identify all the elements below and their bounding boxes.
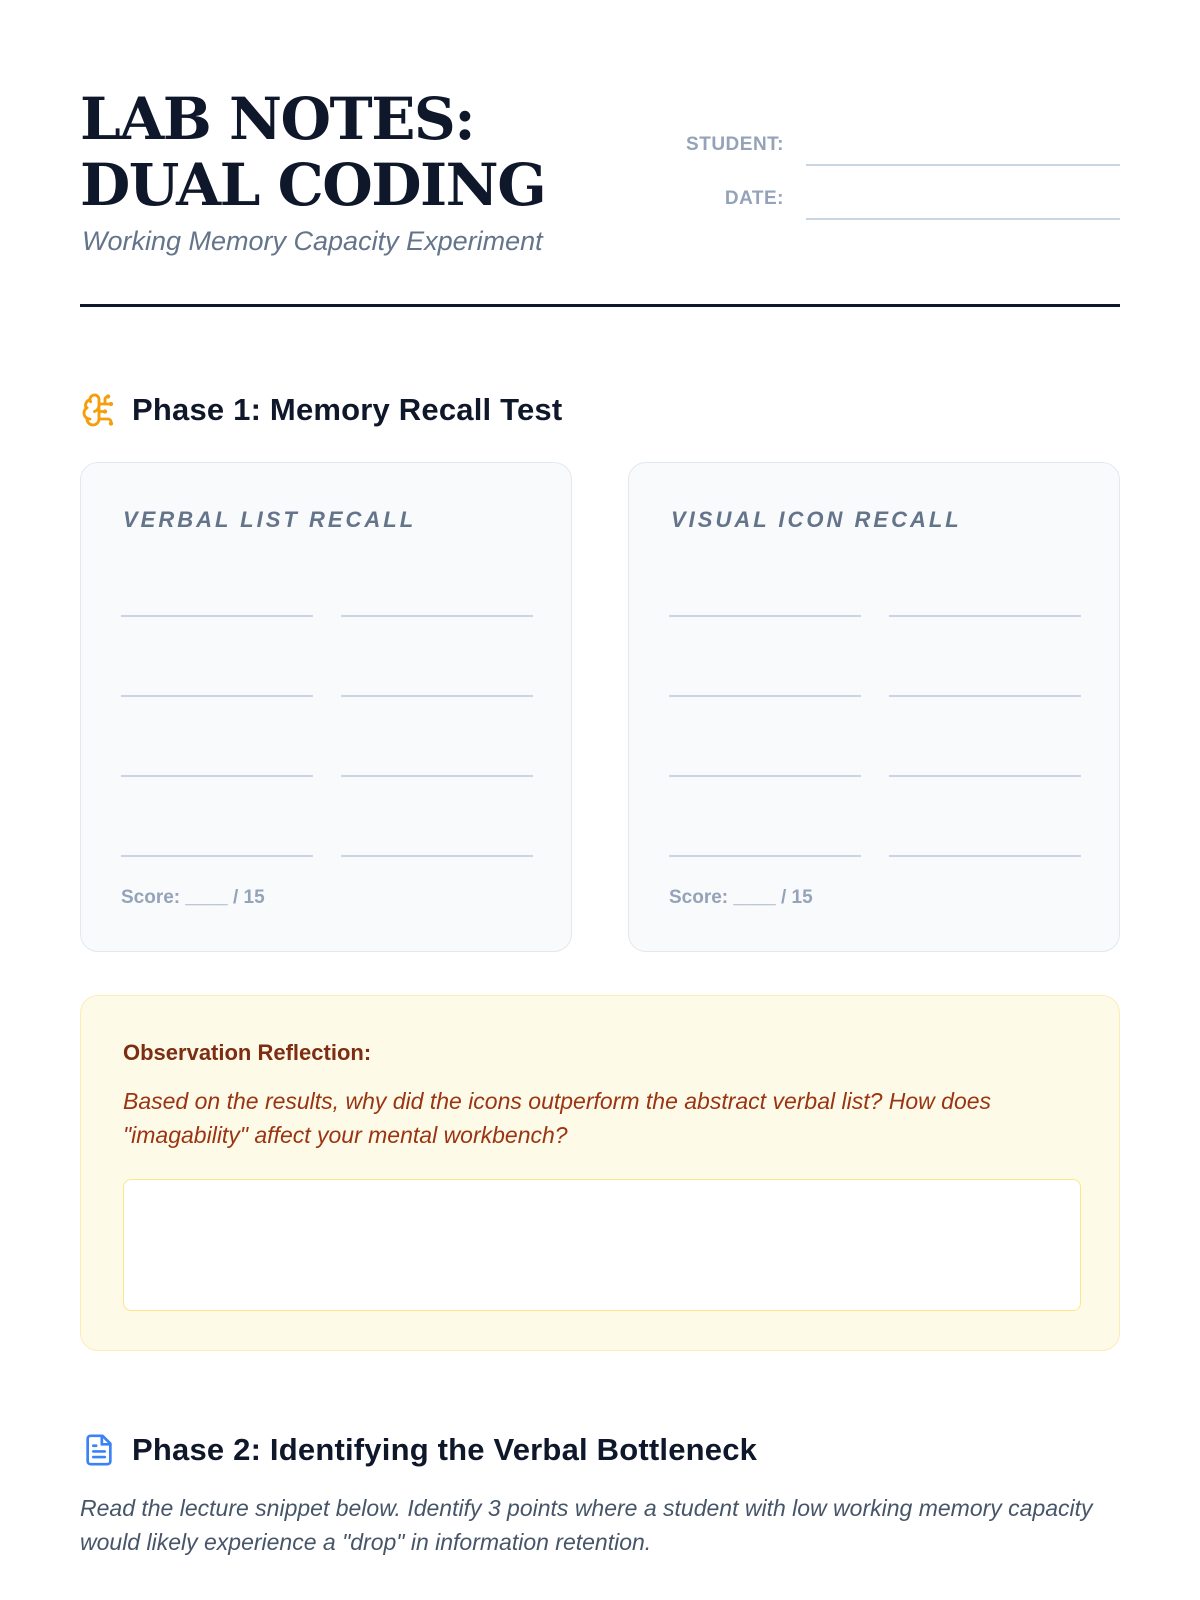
answer-line[interactable] xyxy=(341,615,533,617)
answer-line[interactable] xyxy=(121,855,313,857)
answer-line[interactable] xyxy=(669,695,861,697)
answer-line[interactable] xyxy=(889,695,1081,697)
answer-line[interactable] xyxy=(889,855,1081,857)
date-line[interactable] xyxy=(806,218,1120,220)
answer-line[interactable] xyxy=(341,695,533,697)
card-title: VERBAL LIST RECALL xyxy=(123,507,417,532)
answer-line[interactable] xyxy=(341,775,533,777)
answer-line[interactable] xyxy=(669,775,861,777)
phase2-heading xyxy=(80,1430,757,1470)
worksheet-page xyxy=(80,0,1120,1600)
phase2-instructions: Read the lecture snippet below. Identify 3 points where a student with low working memory capacity would likely experience a "drop" in information retention. xyxy=(80,1495,1093,1555)
student-line[interactable] xyxy=(806,164,1120,166)
student-field[interactable] xyxy=(680,126,1120,166)
reflection-title: Observation Reflection: xyxy=(123,1040,372,1065)
phase1-title: Phase 1: Memory Recall Test xyxy=(132,392,563,427)
phase2-title: Phase 2: Identifying the Verbal Bottleneck xyxy=(132,1432,758,1467)
header-divider xyxy=(80,304,1120,307)
visual-recall-card xyxy=(628,462,1120,952)
score-label: Score: ____ / 15 xyxy=(669,887,813,908)
score-label: Score: ____ / 15 xyxy=(121,887,265,908)
reflection-answer-box[interactable] xyxy=(123,1179,1081,1311)
answer-line[interactable] xyxy=(889,615,1081,617)
phase1-heading xyxy=(80,390,562,430)
page-subtitle: Working Memory Capacity Experiment xyxy=(82,226,543,256)
answer-line[interactable] xyxy=(121,615,313,617)
header xyxy=(80,86,1120,306)
date-label: DATE: xyxy=(724,188,784,209)
answer-line[interactable] xyxy=(341,855,533,857)
card-title: VISUAL ICON RECALL xyxy=(671,507,962,532)
verbal-recall-card xyxy=(80,462,572,952)
date-field[interactable] xyxy=(680,180,1120,220)
student-label: STUDENT: xyxy=(686,134,784,155)
reflection-prompt: Based on the results, why did the icons outperform the abstract verbal list? How does "imagability" affect your mental workbench? xyxy=(123,1088,992,1148)
page-title: LAB NOTES: DUAL CODING xyxy=(80,85,546,219)
brain-icon xyxy=(80,390,118,430)
document-icon xyxy=(80,1430,118,1470)
observation-reflection-box xyxy=(80,995,1120,1351)
answer-line[interactable] xyxy=(121,775,313,777)
answer-line[interactable] xyxy=(889,775,1081,777)
answer-line[interactable] xyxy=(121,695,313,697)
answer-line[interactable] xyxy=(669,615,861,617)
answer-line[interactable] xyxy=(669,855,861,857)
